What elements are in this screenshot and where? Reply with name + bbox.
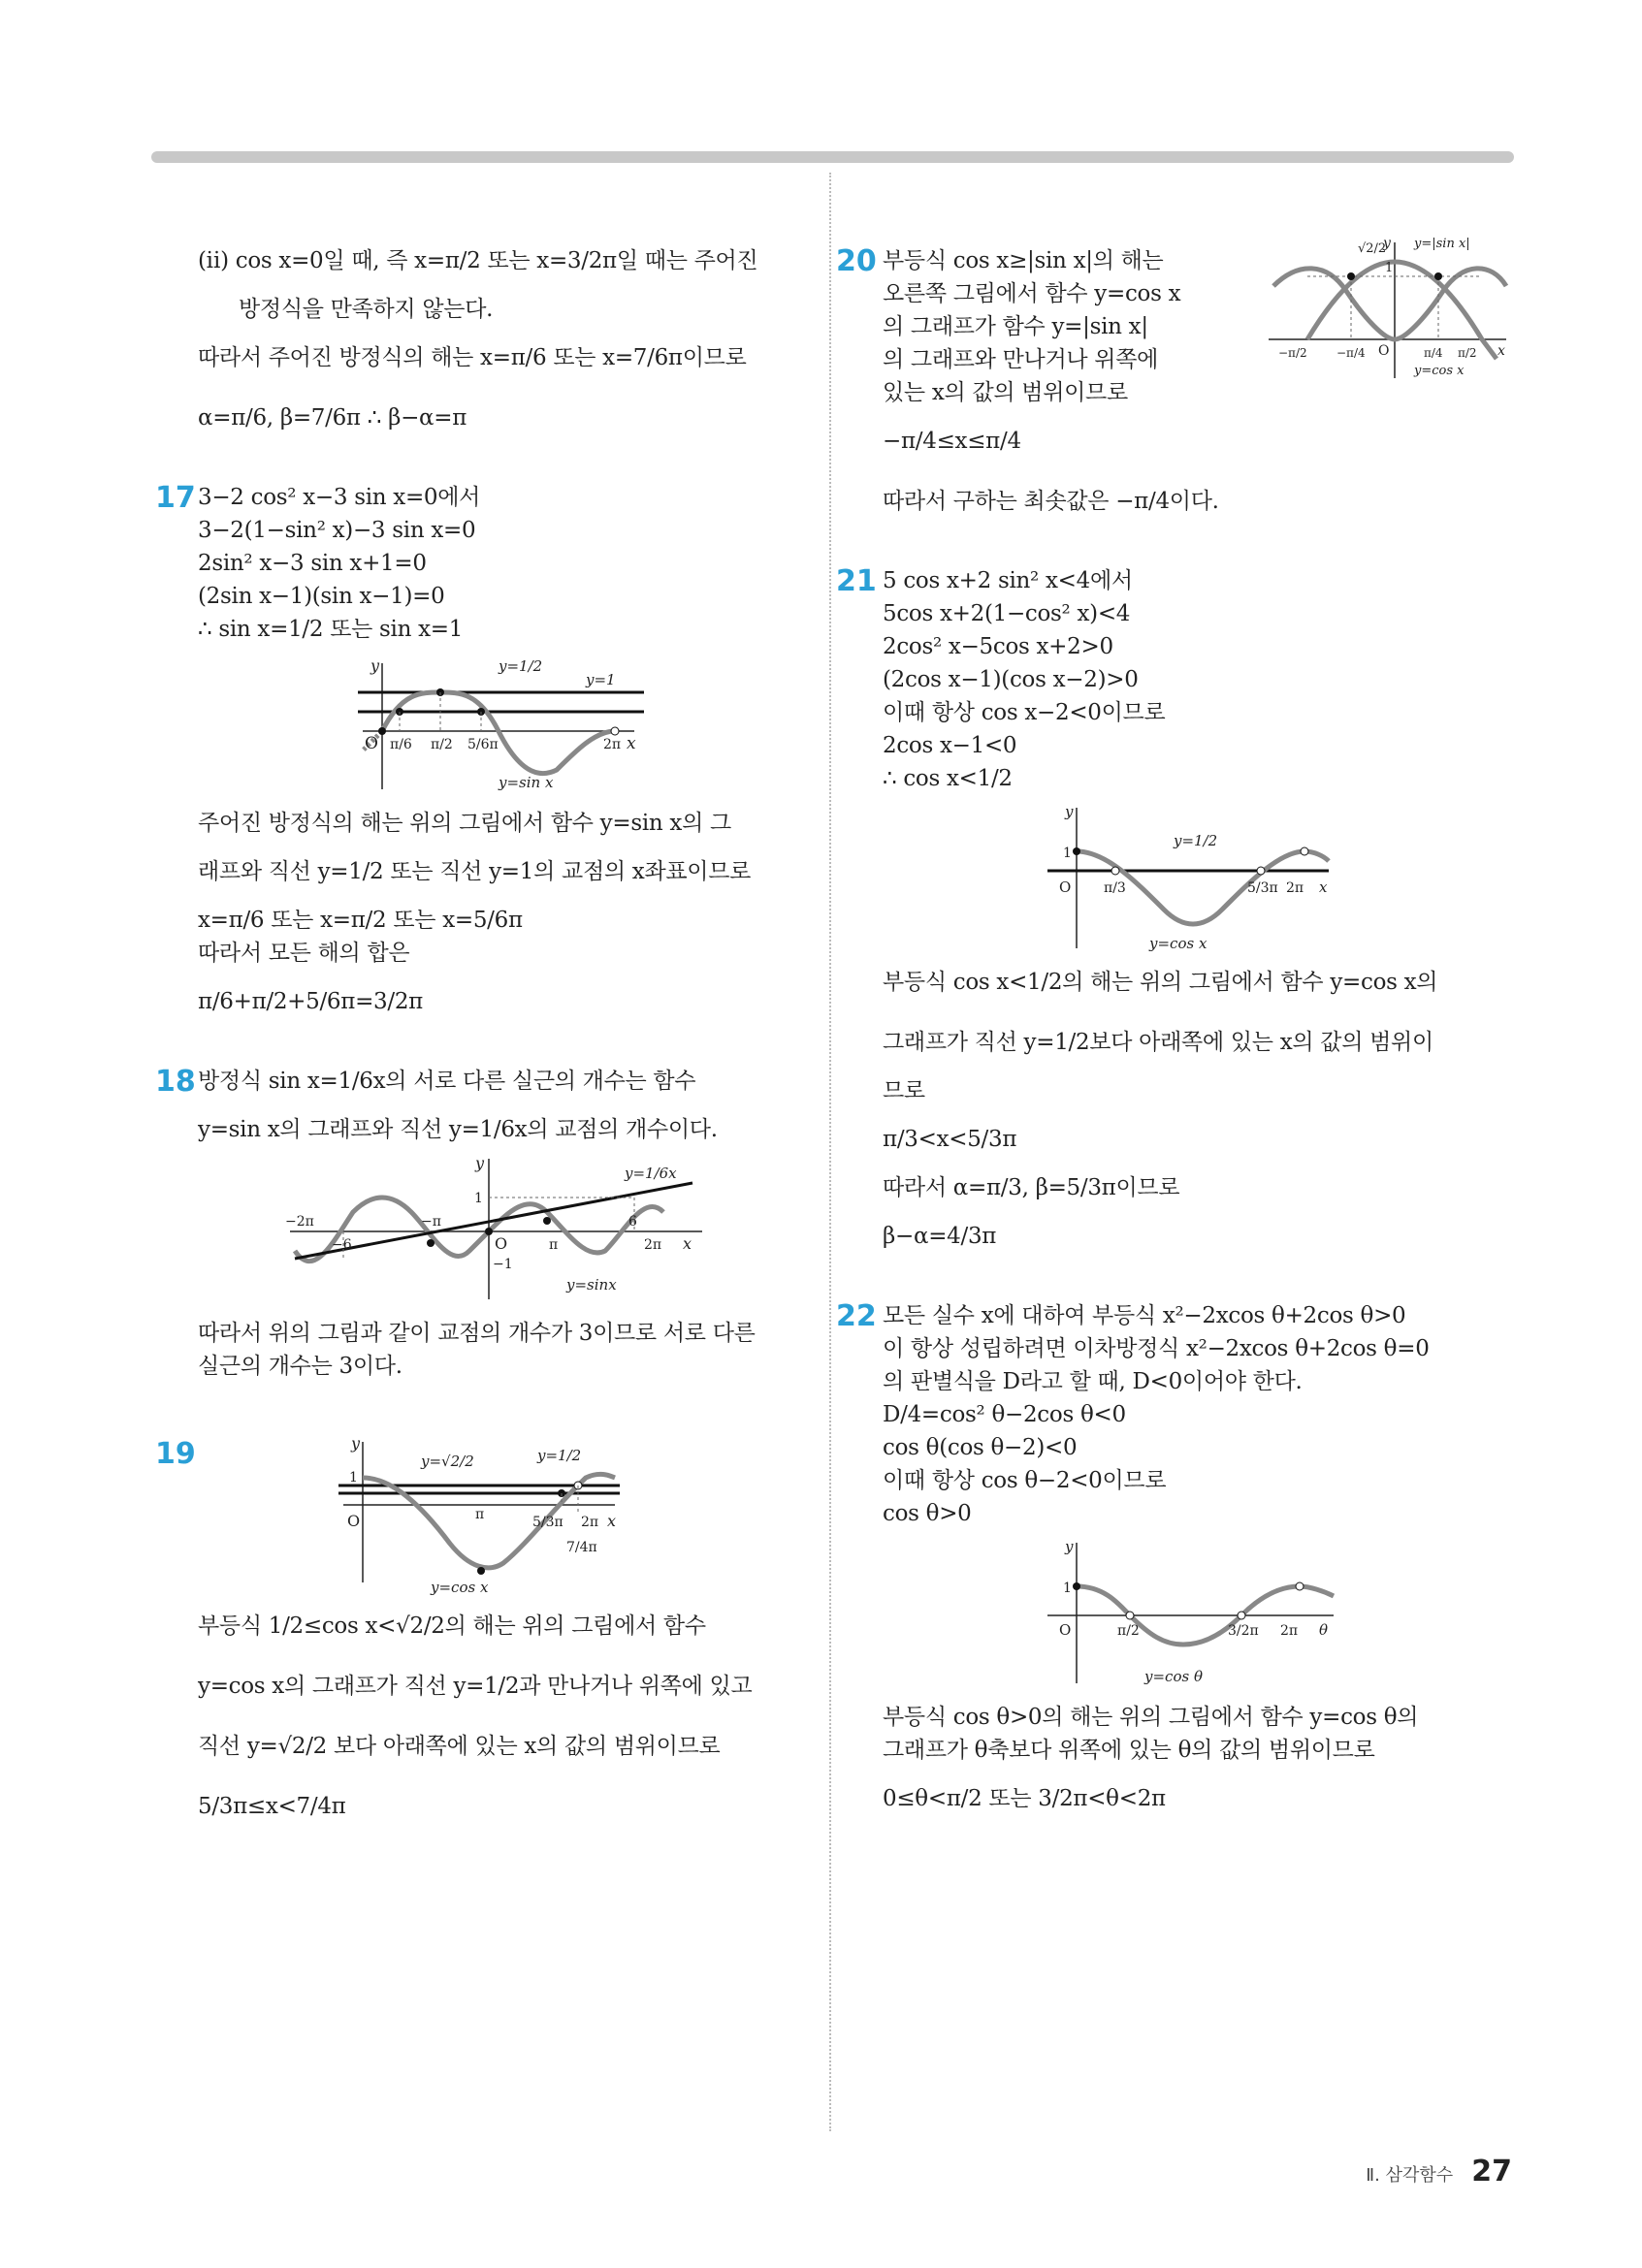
solution-line: β−α=4/3π — [883, 1224, 997, 1249]
problem-number: 19 — [155, 1437, 196, 1471]
solution-line: 3−2(1−sin² x)−3 sin x=0 — [198, 518, 476, 543]
origin-label: O — [365, 734, 378, 753]
abs-sin-curve — [1273, 269, 1506, 339]
tick-label: π/6 — [390, 737, 412, 752]
sine-line-graph-18 — [285, 1154, 770, 1309]
tick-label: π/4 — [1424, 346, 1443, 360]
solution-line: 실근의 개수는 3이다. — [198, 1354, 402, 1379]
solution-line: 래프와 직선 y=1/2 또는 직선 y=1의 교점의 x좌표이므로 — [198, 859, 752, 884]
solution-line: 3−2 cos² x−3 sin x=0에서 — [198, 485, 481, 510]
column-divider — [829, 173, 831, 2131]
solution-line: 5 cos x+2 sin² x<4에서 — [883, 568, 1133, 593]
solution-line: 따라서 구하는 최솟값은 −π/4이다. — [883, 489, 1219, 514]
origin-label: O — [1059, 878, 1072, 896]
line-label: y=1/6x — [625, 1165, 677, 1182]
problem-19 — [155, 1437, 809, 1823]
cosine-graph-19 — [334, 1437, 780, 1602]
tick-label: 1 — [349, 1470, 358, 1485]
solution-line: ∴ sin x=1/2 또는 sin x=1 — [198, 617, 464, 642]
open-point — [1238, 1612, 1245, 1619]
intersection-point — [427, 1239, 435, 1247]
y-label: y — [1065, 1538, 1074, 1555]
section-title: Ⅱ. 삼각함수 — [1366, 2165, 1454, 2186]
problem-17 — [155, 481, 809, 1018]
line-label: y=√2/2 — [421, 1453, 474, 1470]
problem-number: 20 — [836, 244, 877, 278]
solution-line: 따라서 α=π/3, β=5/3π이므로 — [883, 1175, 1180, 1200]
open-point — [611, 727, 619, 735]
origin-point — [378, 727, 386, 735]
problem-number: 21 — [836, 564, 877, 598]
sine-graph-17 — [353, 654, 780, 799]
solution-line: 므로 — [883, 1078, 925, 1103]
problem-22 — [836, 1299, 1513, 1815]
origin-label: O — [495, 1234, 508, 1253]
tick-label: 1 — [1385, 261, 1394, 275]
solution-line: D/4=cos² θ−2cos θ<0 — [883, 1402, 1126, 1427]
problem-21 — [836, 564, 1513, 1253]
function-label: y=|sin x| — [1414, 237, 1470, 251]
line-label: y=1/2 — [1174, 832, 1218, 849]
line-label: y=1/2 — [537, 1447, 582, 1464]
tick-label: 2π — [603, 737, 622, 752]
problem-18 — [155, 1065, 809, 1383]
top-decorative-bar — [151, 151, 1514, 163]
sine-curve — [382, 692, 615, 774]
tick-label: 1 — [474, 1191, 483, 1206]
cosine-graph-21 — [1038, 803, 1348, 958]
x-label: x — [627, 734, 636, 753]
tick-label: −1 — [493, 1257, 513, 1272]
tick-label: −π — [421, 1214, 441, 1230]
solution-line: 이때 항상 cos x−2<0이므로 — [883, 700, 1166, 725]
function-label: y=cos x — [1149, 935, 1207, 952]
solution-line: π/6+π/2+5/6π=3/2π — [198, 989, 423, 1014]
intro-line: 따라서 주어진 방정식의 해는 x=π/6 또는 x=7/6π이므로 — [198, 345, 747, 370]
max-point — [1073, 1582, 1080, 1590]
tick-label: 2π — [644, 1237, 662, 1253]
y-label: y — [351, 1437, 361, 1453]
tick-label: 2π — [581, 1515, 599, 1530]
problem-number: 18 — [155, 1065, 196, 1099]
open-point — [1257, 867, 1265, 875]
tick-label: −π/4 — [1336, 346, 1366, 360]
function-label: y=cos x — [431, 1579, 489, 1596]
tick-label: 3/2π — [1228, 1623, 1259, 1639]
cosine-theta-graph-22 — [1038, 1538, 1348, 1693]
open-point — [1301, 847, 1308, 855]
intro-line: α=π/6, β=7/6π ∴ β−α=π — [198, 405, 467, 431]
y-label: y — [475, 1154, 485, 1172]
x-label: x — [1319, 878, 1328, 896]
solution-line: (2cos x−1)(cos x−2)>0 — [883, 667, 1139, 692]
tick-label: π/3 — [1104, 880, 1126, 896]
x-label: x — [1497, 343, 1505, 359]
solution-line: 2cos x−1<0 — [883, 733, 1017, 758]
intersection-point — [485, 1228, 493, 1235]
line-label: y=1 — [586, 671, 616, 688]
solution-line: 그래프가 직선 y=1/2보다 아래쪽에 있는 x의 값의 범위이 — [883, 1030, 1433, 1055]
solution-line: 이 항상 성립하려면 이차방정식 x²−2xcos θ+2cos θ=0 — [883, 1336, 1430, 1361]
x-label: x — [683, 1234, 692, 1253]
function-label: y=sin x — [499, 774, 554, 791]
open-point — [1111, 867, 1119, 875]
tick-label: √2/2 — [1358, 241, 1387, 256]
solution-line: 부등식 cos θ>0의 해는 위의 그림에서 함수 y=cos θ의 — [883, 1705, 1419, 1730]
tick-label: 2π — [1280, 1623, 1299, 1639]
solution-line: 방정식 sin x=1/6x의 서로 다른 실근의 개수는 함수 — [198, 1069, 696, 1094]
open-point — [1126, 1612, 1134, 1619]
solution-line: 주어진 방정식의 해는 위의 그림에서 함수 y=sin x의 그 — [198, 811, 731, 836]
solution-line: 의 판별식을 D라고 할 때, D<0이어야 한다. — [883, 1369, 1303, 1394]
y-label: y — [370, 656, 380, 675]
function-label: y=sinx — [566, 1276, 617, 1294]
tick-label: 5/3π — [532, 1515, 563, 1530]
intersection-point — [1434, 272, 1442, 280]
theta-label: θ — [1319, 1621, 1329, 1639]
solution-line: π/3<x<5/3π — [883, 1127, 1017, 1152]
tick-label: 2π — [1286, 880, 1304, 896]
function-label: y=cos θ — [1144, 1668, 1203, 1685]
tick-label: −6 — [332, 1237, 352, 1253]
solution-line: x=π/6 또는 x=π/2 또는 x=5/6π — [198, 908, 523, 933]
intersection-point — [1347, 272, 1355, 280]
tick-label: π — [549, 1237, 559, 1253]
x-label: x — [607, 1512, 617, 1530]
solution-line: 따라서 위의 그림과 같이 교점의 개수가 3이므로 서로 다른 — [198, 1321, 756, 1346]
solution-line: 2sin² x−3 sin x+1=0 — [198, 551, 427, 576]
intro-line: 방정식을 만족하지 않는다. — [239, 297, 494, 322]
solution-line: 따라서 모든 해의 합은 — [198, 941, 410, 966]
tick-label: −2π — [285, 1214, 314, 1230]
solution-line: 부등식 cos x≥|sin x|의 해는 — [883, 248, 1164, 273]
solution-line: ∴ cos x<1/2 — [883, 766, 1013, 791]
solution-line: 0≤θ<π/2 또는 3/2π<θ<2π — [883, 1786, 1166, 1811]
max-point — [1073, 847, 1080, 855]
solution-line: 모든 실수 x에 대하여 부등식 x²−2xcos θ+2cos θ>0 — [883, 1303, 1406, 1328]
tick-label: 5/3π — [1247, 880, 1278, 896]
tick-label: 6 — [628, 1214, 637, 1230]
solution-line: 5/3π≤x<7/4π — [198, 1794, 346, 1819]
solution-line: 의 그래프가 함수 y=|sin x| — [883, 314, 1148, 339]
solution-line: 부등식 cos x<1/2의 해는 위의 그림에서 함수 y=cos x의 — [883, 970, 1438, 995]
solution-line: cos θ>0 — [883, 1501, 972, 1526]
tick-label: 1 — [1063, 846, 1072, 861]
intro-line: (ⅱ) cos x=0일 때, 즉 x=π/2 또는 x=3/2π일 때는 주어진 — [198, 248, 758, 273]
left-column — [155, 244, 809, 1823]
tick-label: 7/4π — [566, 1540, 597, 1555]
tick-label: π — [475, 1507, 485, 1522]
solution-line: 5cos x+2(1−cos² x)<4 — [883, 601, 1131, 626]
tick-label: 1 — [1063, 1581, 1072, 1596]
page-number: 27 — [1471, 2155, 1512, 2188]
y-label: y — [1383, 236, 1391, 251]
solution-line: 직선 y=√2/2 보다 아래쪽에 있는 x의 값의 범위이므로 — [198, 1734, 721, 1759]
line-label: y=1/2 — [499, 657, 543, 675]
solution-line: cos θ(cos θ−2)<0 — [883, 1435, 1078, 1460]
solution-line: 2cos² x−5cos x+2>0 — [883, 634, 1113, 659]
right-column — [836, 236, 1513, 1815]
tick-label: −π/2 — [1278, 346, 1307, 360]
problem-number: 17 — [155, 481, 196, 515]
solution-line: 있는 x의 값의 범위이므로 — [883, 380, 1128, 405]
problem-number: 22 — [836, 1299, 877, 1333]
solution-line: 그래프가 θ축보다 위쪽에 있는 θ의 값의 범위이므로 — [883, 1738, 1375, 1763]
solution-line: 오른쪽 그림에서 함수 y=cos x — [883, 281, 1181, 306]
function-label: y=cos x — [1414, 364, 1465, 378]
solution-line: y=cos x의 그래프가 직선 y=1/2과 만나거나 위쪽에 있고 — [198, 1674, 753, 1699]
solution-line: 이때 항상 cos θ−2<0이므로 — [883, 1468, 1167, 1493]
solution-line: 부등식 1/2≤cos x<√2/2의 해는 위의 그림에서 함수 — [198, 1613, 706, 1639]
origin-label: O — [1059, 1621, 1072, 1639]
solution-line: y=sin x의 그래프와 직선 y=1/6x의 교점의 개수이다. — [198, 1117, 718, 1142]
tick-label: 5/6π — [467, 737, 499, 752]
page-footer — [1366, 2155, 1512, 2188]
y-label: y — [1065, 803, 1074, 820]
origin-label: O — [347, 1512, 361, 1530]
abs-sin-cos-graph-20 — [1269, 233, 1511, 398]
min-point — [477, 1567, 485, 1575]
solution-line: −π/4≤x≤π/4 — [883, 429, 1021, 454]
intersection-point — [543, 1217, 551, 1225]
tick-label: π/2 — [1458, 346, 1477, 360]
tick-label: π/2 — [431, 737, 453, 752]
solution-line: (2sin x−1)(sin x−1)=0 — [198, 584, 445, 609]
origin-label: O — [1378, 343, 1390, 359]
problem-20 — [836, 236, 1513, 518]
open-point — [1296, 1582, 1304, 1590]
tick-label: π/2 — [1117, 1623, 1140, 1639]
solution-line: 의 그래프와 만나거나 위쪽에 — [883, 347, 1159, 372]
